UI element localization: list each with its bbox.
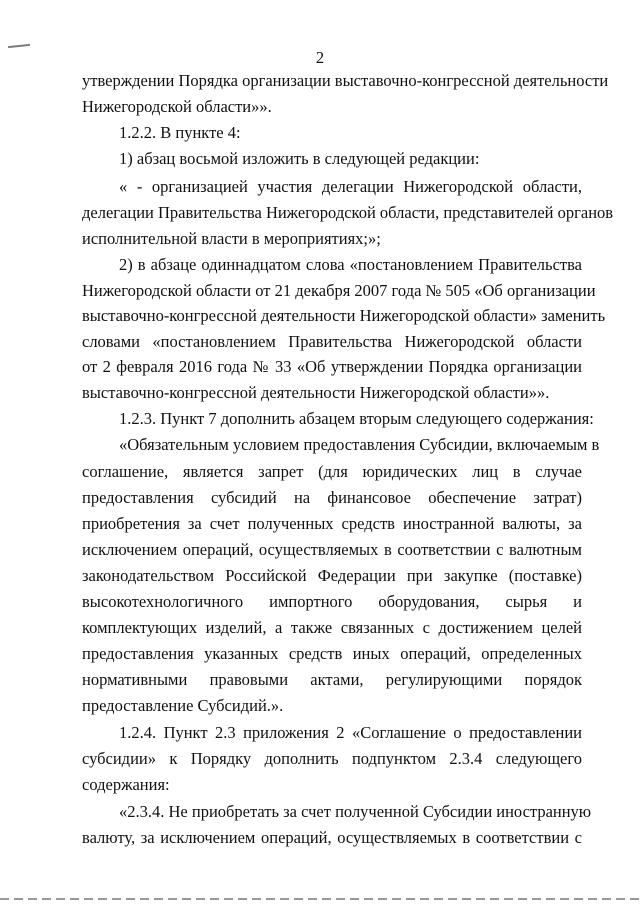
text-line: 1) абзац восьмой изложить в следующей редакции: — [119, 149, 480, 168]
page-number: 2 — [315, 48, 325, 67]
text-line: субсидии» к Порядку дополнить подпунктом 2.3.4 следующего — [82, 749, 582, 768]
text-line: предоставления субсидий на финансовое обеспечение затрат) — [82, 488, 582, 507]
text-line: 1.2.3. Пункт 7 дополнить абзацем вторым следующего содержания: — [119, 409, 594, 428]
text-line: «Обязательным условием предоставления Субсидии, включаемым в — [119, 435, 600, 454]
text-line: выставочно-конгрессной деятельности Нижегородской области» заменить — [82, 306, 606, 325]
text-line: делегации Правительства Нижегородской области, представителей органов — [82, 203, 614, 222]
text-line: 2) в абзаце одиннадцатом слова «постановлением Правительства — [119, 255, 582, 274]
text-line: исключением операций, осуществляемых в соответствии с валютным — [82, 540, 582, 559]
text-line: содержания: — [82, 775, 170, 794]
text-line: « - организацией участия делегации Нижегородской области, — [119, 177, 582, 196]
text-line: предоставления указанных средств иных операций, определенных — [82, 644, 582, 663]
text-line: от 2 февраля 2016 года № 33 «Об утверждении Порядка организации — [82, 357, 582, 376]
text-line: Нижегородской области от 21 декабря 2007 года № 505 «Об организации — [82, 281, 596, 300]
text-line: 1.2.2. В пункте 4: — [119, 123, 241, 142]
text-line: комплектующих изделий, а также связанных с достижением целей — [82, 618, 582, 637]
text-line: выставочно-конгрессной деятельности Нижегородской области»». — [82, 383, 550, 402]
text-line: 1.2.4. Пункт 2.3 приложения 2 «Соглашение о предоставлении — [119, 723, 582, 742]
text-line: исполнительной власти в мероприятиях;»; — [82, 229, 381, 248]
text-line: нормативными правовыми актами, регулирующими порядок — [82, 670, 582, 689]
text-line: соглашение, является запрет (для юридических лиц в случае — [82, 462, 582, 481]
text-line: словами «постановлением Правительства Нижегородской области — [82, 332, 582, 351]
text-line: приобретения за счет полученных средств иностранной валюты, за — [82, 514, 582, 533]
text-line: высокотехнологичного импортного оборудования, сырья и — [82, 592, 582, 611]
text-line: Нижегородской области»». — [82, 97, 272, 116]
scan-edge-dashes — [0, 898, 640, 900]
text-line: законодательством Российской Федерации при закупке (поставке) — [82, 566, 582, 585]
text-line: «2.3.4. Не приобретать за счет полученной Субсидии иностранную — [119, 802, 592, 821]
text-line: предоставление Субсидий.». — [82, 696, 284, 715]
text-line: утверждении Порядка организации выставочно-конгрессной деятельности — [82, 71, 609, 90]
text-line: валюту, за исключением операций, осуществляемых в соответствии с — [82, 828, 582, 847]
